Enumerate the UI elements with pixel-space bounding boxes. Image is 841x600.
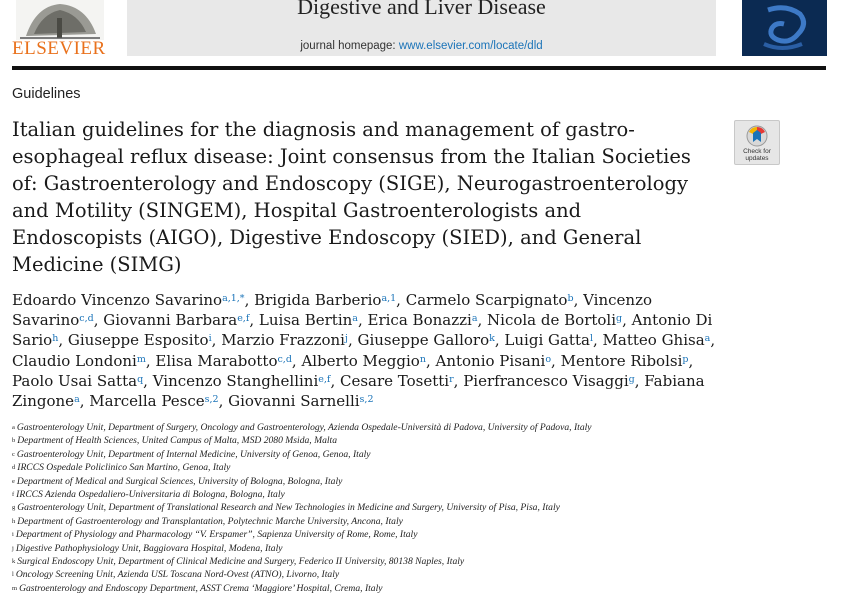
author[interactable] [504, 331, 593, 349]
author-name[interactable]: Mentore Ribolsi [560, 351, 683, 370]
affiliation-key: m [12, 584, 18, 592]
author-affiliation-marker[interactable]: a,1,* [222, 293, 245, 304]
author-affiliation-marker[interactable]: c,d [277, 353, 292, 365]
author-list: Edoardo Vincenzo Savarino$^{a,1,*}$, Brigida Barberio$^{a,1}$, Carmelo Scarpignato$^b$, Vincenzo Savarino$^{c,d}$, Giovanni Barbara$^{e,f}$, Luisa Bertin$^a$, Erica Bonazzi$^a$, Nicola de Bortoli$^g$, Antonio Di Sario$^h$, Giuseppe Esposito$^i$, Marzio Frazzoni$^j$, Giuseppe Galloro$^k$, Luigi Gatta$^l$, Matteo Ghisa$^a$, Claudio Londoni$^m$, Elisa Marabotto$^{c,d}$, Alberto Meggio$^n$, Antonio Pisani$^o$, Mentore Ribolsi$^p$, Paolo Usai Satta$^q$, Vincenzo Stanghellini$^{e,f}$, Cesare Tosetti$^r$, Pierfrancesco Visaggi$^g$, Fabiana Zingone$^a$, Marcella Pesce$^{s,2}$, Giovanni Sarnelli$^{s,2}$ [12, 291, 716, 411]
author-affiliation-marker[interactable]: o [545, 353, 552, 365]
affiliation-item [12, 582, 812, 595]
author-affiliation-marker[interactable]: c,d [79, 313, 94, 325]
author[interactable] [259, 311, 358, 329]
author[interactable] [155, 352, 292, 370]
author-affiliation-marker[interactable]: e,f [318, 373, 331, 385]
author-name[interactable]: Brigida Barberio [254, 291, 382, 309]
affiliation-key: h [12, 517, 16, 525]
author-name[interactable]: Nicola de Bortoli [487, 311, 617, 330]
author[interactable] [12, 291, 245, 309]
author[interactable] [603, 331, 711, 349]
affiliation-text: Department of Medical and Surgical Sciences, University of Bologna, Bologna, Italy [16, 475, 343, 487]
affiliation-item [12, 501, 812, 514]
affiliation-list [12, 421, 812, 595]
author-affiliation-marker[interactable]: e,f [237, 313, 250, 325]
author-affiliation-marker[interactable]: a [74, 394, 80, 406]
author-affiliation-marker[interactable]: m [136, 353, 146, 365]
author[interactable] [12, 352, 146, 370]
author-name[interactable]: Matteo Ghisa [602, 331, 705, 350]
homepage-label: journal homepage: [300, 40, 399, 52]
affiliation-item [12, 434, 812, 447]
affiliation-key: d [12, 464, 16, 472]
affiliation-item [12, 568, 812, 581]
affiliation-item [12, 448, 812, 461]
affiliation-text: Digestive Pathophysiology Unit, Baggiovara Hospital, Modena, Italy [15, 542, 283, 554]
affiliation-key: e [12, 477, 15, 485]
affiliation-item [12, 421, 812, 434]
affiliation-item [12, 528, 812, 541]
affiliation-text: Gastroenterology Unit, Department of Internal Medicine, University of Genoa, Genoa, Italy [16, 448, 371, 460]
author[interactable] [89, 392, 218, 410]
author[interactable] [68, 331, 212, 349]
affiliation-item [12, 461, 812, 474]
affiliation-key: c [12, 450, 15, 458]
author-name[interactable]: Marzio Frazzoni [221, 331, 345, 350]
author-name[interactable]: Vincenzo Stanghellini [152, 371, 319, 390]
author[interactable] [368, 311, 478, 329]
author-name[interactable]: Cesare Tosetti [340, 371, 450, 390]
author-affiliation-marker[interactable]: j [344, 333, 348, 345]
affiliation-text: Surgical Endoscopy Unit, Department of Clinical Medicine and Surgery, Federico II University, 80138 Naples, Italy [17, 556, 465, 568]
affiliation-text: Department of Physiology and Pharmacology “V. Erspamer”, Sapienza University of Rome, Rome, Italy [15, 529, 418, 541]
author-affiliation-marker[interactable]: b [567, 293, 574, 304]
affiliation-key: f [12, 491, 15, 499]
journal-homepage [127, 40, 716, 52]
affiliation-key: g [12, 504, 16, 512]
author-affiliation-marker[interactable]: k [489, 333, 495, 345]
author-name[interactable]: Luigi Gatta [504, 331, 590, 350]
author-affiliation-marker[interactable]: q [137, 373, 144, 385]
author[interactable] [357, 331, 494, 349]
author-affiliation-marker[interactable]: s,2 [204, 394, 219, 406]
journal-banner [127, 0, 716, 56]
author-affiliation-marker[interactable]: r [449, 373, 454, 385]
affiliation-key: j [12, 544, 14, 552]
publisher-name: ELSEVIER [12, 38, 106, 59]
author-affiliation-marker[interactable]: a [471, 313, 478, 325]
author-affiliation-marker[interactable]: n [419, 353, 426, 365]
author-affiliation-marker[interactable]: g [616, 313, 623, 325]
check-for-updates-label: Check for updates [743, 148, 771, 162]
article-title: Italian guidelines for the diagnosis and management of gastro-esophageal reflux disease: Joint consensus from the Italian Societies of: Gastroenterology and Endoscopy (SIGE), Neurogastroenterology and Motility (SINGEM), Hospital Gastroenterologists and Endoscopists (AIGO), Digestive Endoscopy (SIED), and General Medicine (SIMG) [12, 118, 691, 276]
author[interactable] [436, 352, 552, 370]
author-affiliation-marker[interactable]: a,1 [381, 293, 397, 304]
author-affiliation-marker[interactable]: l [589, 333, 593, 345]
affiliation-text: IRCCS Ospedale Policlinico San Martino, Genoa, Italy [17, 462, 231, 474]
journal-title[interactable]: Digestive and Liver Disease [297, 0, 546, 19]
header-divider [12, 66, 826, 70]
author[interactable] [487, 311, 622, 329]
affiliation-key: b [12, 437, 16, 445]
affiliation-key: a [12, 424, 15, 431]
author-name[interactable]: Alberto Meggio [301, 351, 420, 370]
author-name[interactable]: Fabiana Zingone [12, 371, 705, 411]
author-name[interactable]: Antonio Di Sario [12, 311, 713, 350]
author[interactable] [12, 372, 143, 390]
author-affiliation-marker[interactable]: a [352, 313, 358, 325]
author-affiliation-marker[interactable]: a [704, 333, 711, 345]
affiliation-key: l [12, 571, 14, 579]
affiliation-text: Oncology Screening Unit, Azienda USL Toscana Nord-Ovest (ATNO), Livorno, Italy [15, 569, 340, 581]
affiliation-item [12, 515, 812, 528]
author[interactable] [561, 352, 689, 370]
author-name[interactable]: Giovanni Barbara [103, 311, 238, 330]
author-name[interactable]: Edoardo Vincenzo Savarino [12, 291, 223, 309]
author-name[interactable]: Pierfrancesco Visaggi [463, 371, 629, 390]
author-affiliation-marker[interactable]: i [208, 333, 212, 345]
author-affiliation-marker[interactable]: h [52, 333, 59, 345]
homepage-link[interactable]: www.elsevier.com/locate/dld [398, 40, 543, 52]
author-name[interactable]: Vincenzo Savarino [12, 291, 653, 330]
author[interactable] [340, 372, 454, 390]
publisher-logo[interactable] [12, 0, 107, 57]
author-affiliation-marker[interactable]: p [682, 353, 689, 365]
author-name[interactable]: Carmelo Scarpignato [405, 291, 568, 309]
journal-cover-thumbnail[interactable] [742, 0, 827, 56]
author-name[interactable]: Giuseppe Galloro [357, 331, 490, 350]
author-name[interactable]: Paolo Usai Satta [12, 371, 138, 390]
check-for-updates-button[interactable] [734, 120, 780, 165]
affiliation-item [12, 475, 812, 488]
affiliation-item [12, 542, 812, 555]
author[interactable] [463, 372, 635, 390]
affiliation-key: i [12, 531, 14, 539]
author-affiliation-marker[interactable]: g [628, 373, 635, 385]
crossmark-icon [745, 124, 769, 148]
affiliation-text: Gastroenterology and Endoscopy Department, ASST Crema ‘Maggiore’ Hospital, Crema, Italy [19, 582, 383, 594]
tree-logo-icon [16, 0, 104, 40]
affiliation-text: Gastroenterology Unit, Department of Surgery, Oncology and Gastroenterology, Azienda Ospedale-Università di Padova, University of Padova, Italy [16, 422, 592, 433]
affiliation-text: Department of Gastroenterology and Transplantation, Polytechnic Marche University, Ancona, Italy [17, 515, 403, 527]
article-type: Guidelines [12, 86, 81, 102]
affiliation-text: Gastroenterology Unit, Department of Translational Research and New Technologies in Medicine and Surgery, University of Pisa, Pisa, Italy [17, 502, 560, 514]
affiliation-text: IRCCS Azienda Ospedaliero-Universitaria di Bologna, Bologna, Italy [16, 489, 285, 501]
affiliation-text: Department of Health Sciences, United Campus of Malta, MSD 2080 Msida, Malta [17, 435, 338, 447]
author-name[interactable]: Erica Bonazzi [367, 311, 472, 330]
author[interactable] [406, 291, 574, 309]
affiliation-key: k [12, 558, 16, 566]
author-name[interactable]: Claudio Londoni [12, 351, 137, 370]
author[interactable] [153, 372, 331, 390]
author[interactable] [254, 291, 396, 309]
affiliation-item [12, 488, 812, 501]
author-name[interactable]: Marcella Pesce [89, 392, 205, 411]
author-name[interactable]: Antonio Pisani [435, 351, 546, 370]
author-name[interactable]: Giovanni Sarnelli [228, 392, 360, 411]
author-name[interactable]: Giuseppe Esposito [67, 331, 209, 350]
author[interactable] [301, 352, 426, 370]
author-name[interactable]: Luisa Bertin [258, 311, 353, 330]
author-affiliation-marker[interactable]: s,2 [359, 394, 374, 406]
author[interactable] [103, 311, 249, 329]
author[interactable] [228, 392, 373, 410]
author-name[interactable]: Elisa Marabotto [155, 351, 278, 370]
author[interactable] [221, 331, 348, 349]
affiliation-item [12, 555, 812, 568]
